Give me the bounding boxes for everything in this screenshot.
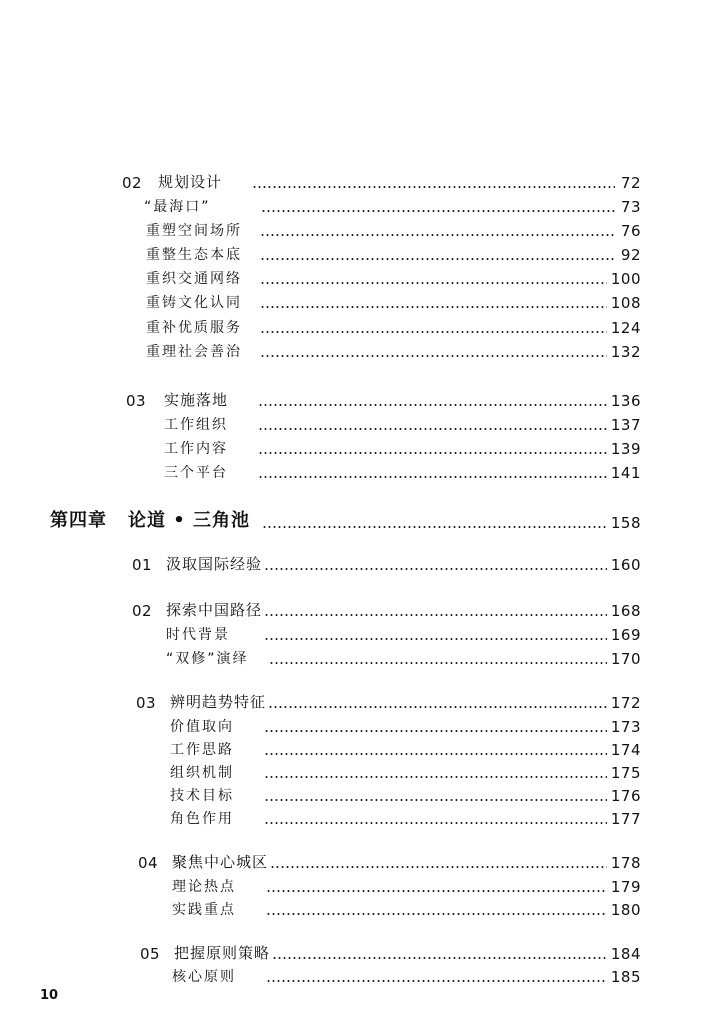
subentry-title: 核心原则 (172, 969, 236, 985)
subentry-title: 重整生态本底 (146, 247, 242, 263)
dot-leader (260, 282, 607, 284)
page-number: 158 (610, 514, 641, 532)
page-number: 185 (610, 968, 641, 986)
section-number: 02 (122, 174, 143, 192)
page-number: 168 (610, 602, 641, 620)
toc-subentry[interactable] (164, 460, 641, 482)
subentry-title: 重补优质服务 (146, 320, 242, 336)
subentry-title: 工作组织 (164, 417, 228, 433)
toc-subentry[interactable] (172, 897, 641, 919)
page-number: 136 (610, 392, 641, 410)
toc-entry[interactable] (132, 598, 641, 620)
toc-subentry[interactable] (146, 266, 641, 288)
page-number: 170 (610, 650, 641, 668)
dot-leader (258, 476, 607, 478)
section-number: 04 (138, 854, 159, 872)
subentry-title: 重织交通网络 (146, 271, 242, 287)
dot-leader (270, 866, 607, 868)
dot-leader (260, 258, 615, 260)
dot-leader (264, 568, 607, 570)
dot-leader (269, 662, 607, 664)
section-number: 03 (126, 392, 147, 410)
page-number: 175 (610, 764, 641, 782)
page-number: 176 (610, 787, 641, 805)
toc-subentry[interactable] (146, 315, 641, 337)
dot-leader (260, 306, 607, 308)
dot-leader (266, 980, 607, 982)
toc-entry[interactable] (136, 690, 641, 712)
section-title: 把握原则策略 (174, 944, 271, 962)
page-number: 177 (610, 810, 641, 828)
subentry-title: 重塑空间场所 (146, 223, 242, 239)
subentry-title: 重理社会善治 (146, 344, 242, 360)
dot-leader (264, 822, 607, 824)
toc-subentry[interactable] (146, 339, 641, 361)
page-number: 76 (620, 222, 641, 240)
toc-subentry[interactable] (172, 874, 641, 896)
subentry-title: 价值取向 (170, 719, 234, 735)
page-number: 132 (610, 343, 641, 361)
dot-leader (266, 890, 607, 892)
chapter-heading[interactable] (50, 506, 641, 532)
toc-entry[interactable] (138, 850, 641, 872)
toc-subentry[interactable] (170, 783, 641, 805)
dot-leader (272, 957, 607, 959)
dot-leader (262, 526, 607, 528)
page-number: 108 (610, 294, 641, 312)
dot-leader (260, 234, 615, 236)
toc-subentry[interactable] (166, 646, 641, 668)
subentry-title: 理论热点 (172, 879, 236, 895)
dot-leader (268, 706, 607, 708)
page-number: 174 (610, 741, 641, 759)
toc-entry[interactable] (126, 388, 641, 410)
page-number: 180 (610, 901, 641, 919)
toc-subentry[interactable] (146, 242, 641, 264)
page-number: 169 (610, 626, 641, 644)
page-number: 92 (620, 246, 641, 264)
page-number: 141 (610, 464, 641, 482)
toc-subentry[interactable] (146, 290, 641, 312)
page-number: 173 (610, 718, 641, 736)
subentry-title: 实践重点 (172, 902, 236, 918)
subentry-title: “最海口” (144, 199, 211, 215)
subentry-title: 时代背景 (166, 627, 230, 643)
subentry-title: “双修”演绎 (166, 651, 249, 667)
page-number: 72 (620, 174, 641, 192)
section-number: 03 (136, 694, 157, 712)
toc-subentry[interactable] (164, 412, 641, 434)
toc-subentry[interactable] (170, 737, 641, 759)
page-number: 73 (620, 198, 641, 216)
page-number: 100 (610, 270, 641, 288)
dot-leader (258, 452, 607, 454)
dot-leader (264, 638, 607, 640)
toc-subentry[interactable] (172, 964, 641, 986)
toc-subentry[interactable] (144, 194, 641, 216)
section-title: 辨明趋势特征 (170, 693, 267, 711)
dot-leader (264, 776, 607, 778)
page-number: 172 (610, 694, 641, 712)
section-number: 01 (132, 556, 153, 574)
section-title: 聚焦中心城区 (172, 853, 269, 871)
subentry-title: 技术目标 (170, 788, 234, 804)
section-title: 探索中国路径 (166, 601, 263, 619)
toc-subentry[interactable] (170, 760, 641, 782)
dot-leader (252, 186, 615, 188)
dot-leader (258, 428, 607, 430)
dot-leader (258, 404, 607, 406)
section-title: 实施落地 (164, 391, 229, 409)
toc-subentry[interactable] (146, 218, 641, 240)
page-folio: 10 (40, 988, 59, 1003)
toc-subentry[interactable] (170, 714, 641, 736)
subentry-title: 三个平台 (164, 465, 228, 481)
toc-subentry[interactable] (164, 436, 641, 458)
page-number: 139 (610, 440, 641, 458)
dot-leader (264, 614, 607, 616)
subentry-title: 重铸文化认同 (146, 295, 242, 311)
toc-subentry[interactable] (166, 622, 641, 644)
subentry-title: 角色作用 (170, 811, 234, 827)
section-number: 05 (140, 945, 161, 963)
page-number: 137 (610, 416, 641, 434)
chapter-label: 第四章 (50, 510, 107, 531)
page-number: 178 (610, 854, 641, 872)
subentry-title: 组织机制 (170, 765, 234, 781)
section-title: 汲取国际经验 (166, 555, 263, 573)
page-number: 160 (610, 556, 641, 574)
dot-leader (264, 753, 607, 755)
page-number: 124 (610, 319, 641, 337)
page-number: 184 (610, 945, 641, 963)
toc-entry[interactable] (122, 170, 641, 192)
toc-entry[interactable] (132, 552, 641, 574)
dot-leader (264, 730, 607, 732)
page-number: 179 (610, 878, 641, 896)
chapter-title: 论道 • 三角池 (128, 510, 251, 531)
subentry-title: 工作内容 (164, 441, 228, 457)
toc-subentry[interactable] (170, 806, 641, 828)
dot-leader (260, 355, 607, 357)
dot-leader (264, 799, 607, 801)
dot-leader (261, 210, 615, 212)
subentry-title: 工作思路 (170, 742, 234, 758)
section-title: 规划设计 (158, 173, 223, 191)
dot-leader (266, 913, 607, 915)
section-number: 02 (132, 602, 153, 620)
dot-leader (260, 331, 607, 333)
toc-entry[interactable] (140, 941, 641, 963)
